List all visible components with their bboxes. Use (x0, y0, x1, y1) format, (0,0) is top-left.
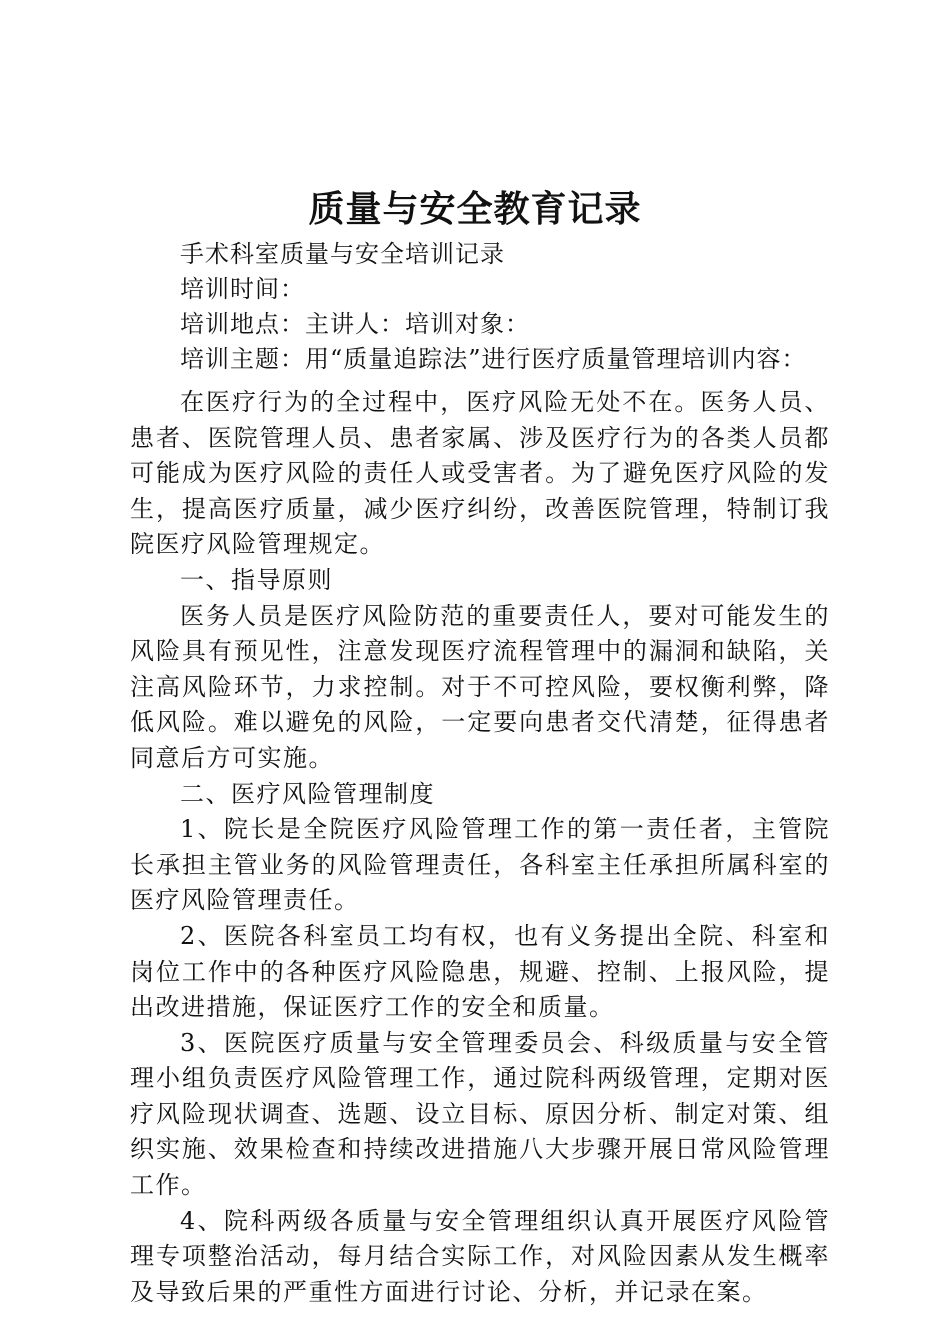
header-training-place: 培训地点：主讲人：培训对象： (180, 310, 530, 338)
guiding-principles-paragraph: 医务人员是医疗风险防范的重要责任人，要对可能发生的风险具有预见性，注意发现医疗流程管理中的漏洞和缺陷，关注高风险环节，力求控制。对于不可控风险，要权衡利弊，降低风险。难以避免的风险，一定要向患者交代清楚，征得患者同意后方可实施。 (130, 601, 830, 772)
intro-paragraph: 在医疗行为的全过程中，医疗风险无处不在。医务人员、患者、医院管理人员、患者家属、涉及医疗行为的各类人员都可能成为医疗风险的责任人或受害者。为了避免医疗风险的发生，提高医疗质量，减少医疗纠纷，改善医院管理，特制订我院医疗风险管理规定。 (130, 388, 830, 559)
header-training-topic: 培训主题：用“质量追踪法”进行医疗质量管理培训内容： (180, 345, 807, 373)
rule-item-1: 1、院长是全院医疗风险管理工作的第一责任者，主管院长承担主管业务的风险管理责任，各科室主任承担所属科室的医疗风险管理责任。 (130, 815, 830, 915)
section-heading-guiding-principles: 一、指导原则 (180, 565, 333, 594)
header-record-name: 手术科室质量与安全培训记录 (180, 240, 505, 268)
document-body (130, 385, 830, 1310)
rule-item-4: 4、院科两级各质量与安全管理组织认真开展医疗风险管理专项整治活动，每月结合实际工作，对风险因素从发生概率及导致后果的严重性方面进行讨论、分析，并记录在案。 (130, 1206, 830, 1306)
rule-item-2: 2、医院各科室员工均有权，也有义务提出全院、科室和岗位工作中的各种医疗风险隐患，规避、控制、上报风险，提出改进措施，保证医疗工作的安全和质量。 (130, 921, 830, 1022)
document-title: 质量与安全教育记录 (308, 188, 642, 230)
rule-item-3: 3、医院医疗质量与安全管理委员会、科级质量与安全管理小组负责医疗风险管理工作，通过院科两级管理，定期对医疗风险现状调查、选题、设立目标、原因分析、制定对策、组织实施、效果检查和持续改进措施八大步骤开展日常风险管理工作。 (130, 1028, 830, 1200)
section-heading-risk-management-system: 二、医疗风险管理制度 (180, 779, 435, 808)
training-header (180, 237, 880, 377)
header-training-time: 培训时间： (180, 275, 305, 303)
